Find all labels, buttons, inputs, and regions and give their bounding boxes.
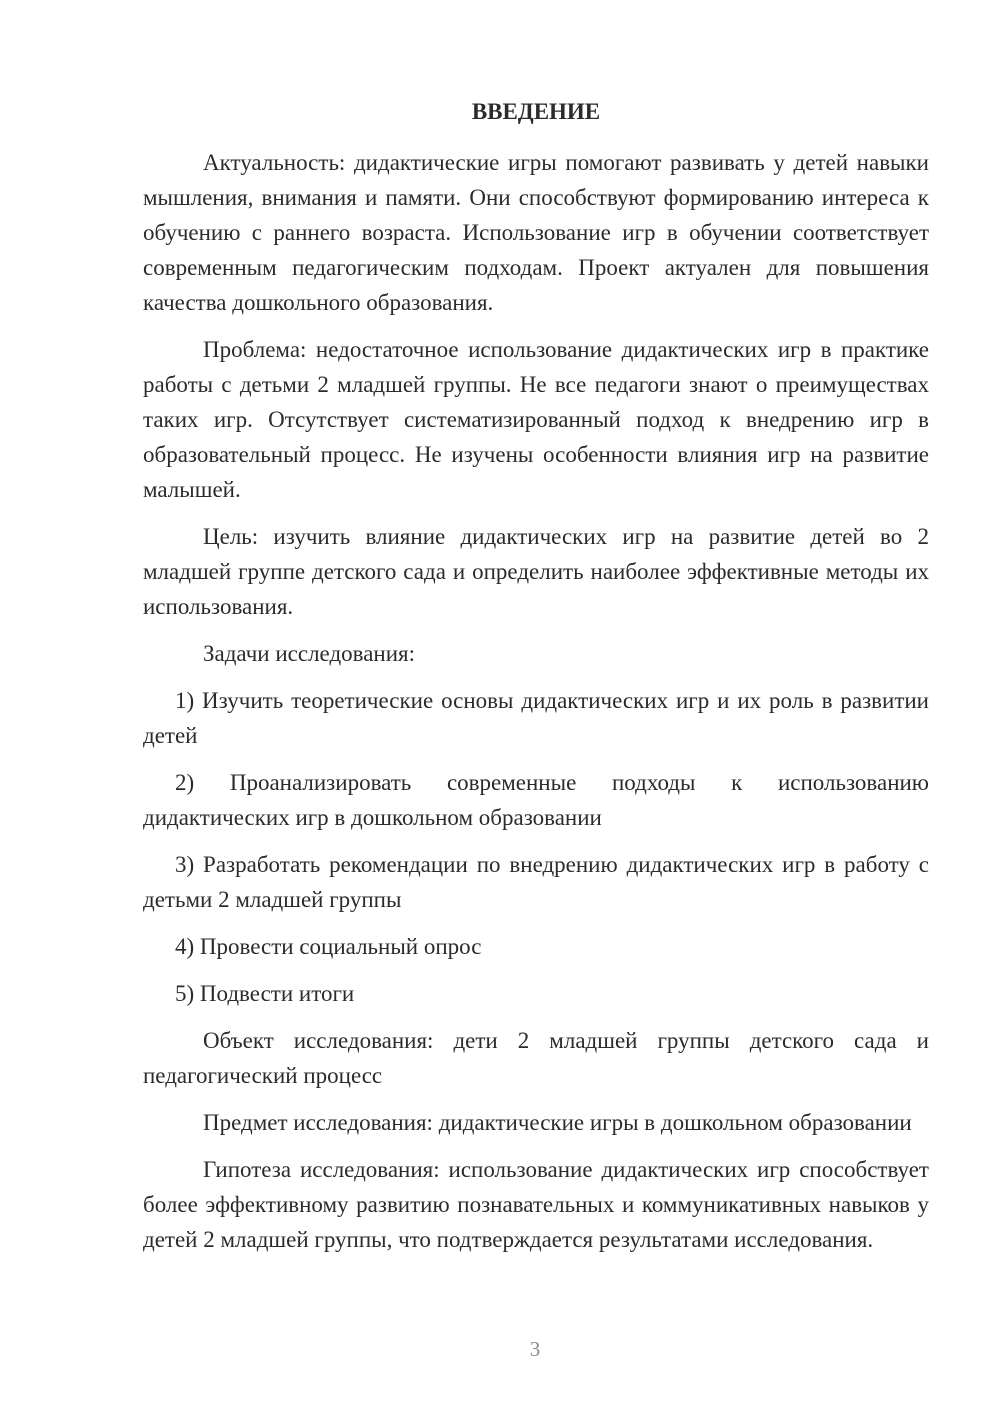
task-item-5: 5) Подвести итоги (175, 981, 355, 1006)
problem-paragraph: Проблема: недостаточное использование дидактических игр в практике работы с детьми 2 младшей группы. Не все педагоги знают о преимуществах таких игр. Отсутствует систематизированный подход к внедрению игр в образовательный процесс. Не изучены особенности влияния игр на развитие малышей. (143, 337, 929, 502)
task-item-4: 4) Провести социальный опрос (175, 934, 482, 959)
tasks-heading: Задачи исследования: (203, 641, 416, 666)
relevance-paragraph: Актуальность: дидактические игры помогают развивать у детей навыки мышления, внимания и памяти. Они способствуют формированию интереса к обучению с раннего возраста. Использование игр в обучении соответствует современным педагогическим подходам. Проект актуален для повышения качества дошкольного образования. (143, 150, 929, 315)
section-title: ВВЕДЕНИЕ (471, 99, 601, 124)
hypothesis-paragraph: Гипотеза исследования: использование дидактических игр способствует более эффективному развитию познавательных и коммуникативных навыков у детей 2 младшей группы, что подтверждается результатами исследования. (143, 1157, 929, 1252)
page-content (143, 94, 929, 1269)
task-item-2: 2) Проанализировать современные подходы к использованию дидактических игр в дошкольном образовании (143, 770, 929, 830)
subject-paragraph: Предмет исследования: дидактические игры в дошкольном образовании (203, 1110, 912, 1135)
object-paragraph: Объект исследования: дети 2 младшей группы детского сада и педагогический процесс (143, 1028, 929, 1088)
page-number: 3 (529, 1337, 541, 1361)
task-item-3: 3) Разработать рекомендации по внедрению дидактических игр в работу с детьми 2 младшей группы (143, 852, 929, 912)
task-item-1: 1) Изучить теоретические основы дидактических игр и их роль в развитии детей (143, 688, 929, 748)
goal-paragraph: Цель: изучить влияние дидактических игр на развитие детей во 2 младшей группе детского сада и определить наиболее эффективные методы их использования. (143, 524, 929, 619)
